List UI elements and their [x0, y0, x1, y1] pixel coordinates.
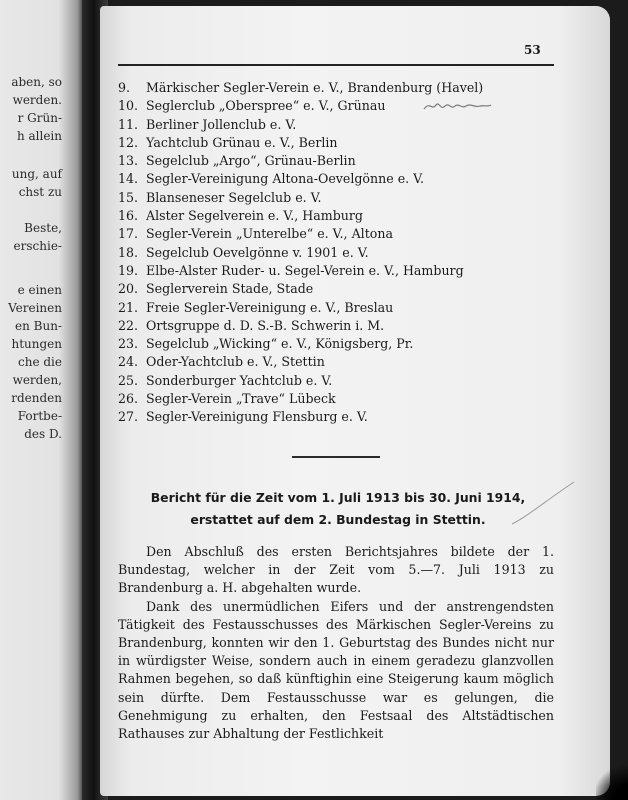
club-name: Segler-Verein „Trave“ Lübeck — [146, 391, 336, 407]
report-paragraph-2: Dank des unermüdlichen Eifers und der anstrengendsten Tätigkeit des Festausschusses des Märkischen Segler-Vereins zu Brandenburg, konnten wir den 1. Geburtstag des Bundes nicht nur in würdigster Weise, sondern auch in einem geradezu glanzvollen Rahmen begehen, so daß künftighin eine Steigerung kaum möglich sein dürfte. Dem Festausschusse war es gelungen, die Genehmigung zu erhalten, den Festsaal des Altstädtischen Rathauses zur Abhaltung der Festlichkeit — [118, 598, 554, 742]
club-number: 26. — [118, 391, 139, 407]
club-name: Segelclub „Wicking“ e. V., Königsberg, Pr. — [146, 336, 414, 352]
club-list-item — [118, 390, 558, 408]
club-name: Oder-Yachtclub e. V., Stettin — [146, 354, 325, 370]
club-list-item — [118, 152, 558, 170]
facing-page-text: htungen — [11, 337, 62, 351]
club-name: Alster Segelverein e. V., Hamburg — [146, 208, 363, 224]
club-list-item — [118, 299, 558, 317]
club-number: 11. — [118, 116, 139, 132]
club-number: 27. — [118, 409, 139, 425]
club-name: Freie Segler-Vereinigung e. V., Breslau — [146, 299, 394, 315]
club-name: Elbe-Alster Ruder- u. Segel-Verein e. V., Hamburg — [146, 262, 464, 278]
page-shadow — [596, 760, 628, 800]
club-list-item — [118, 372, 558, 390]
club-name: Yachtclub Grünau e. V., Berlin — [146, 134, 338, 150]
club-list-item — [118, 317, 558, 335]
pencil-mark — [508, 478, 578, 528]
facing-page-text: che die — [18, 355, 62, 369]
section-divider — [292, 456, 380, 458]
club-number: 21. — [118, 299, 139, 315]
facing-page-text: Fortbe- — [17, 409, 62, 423]
facing-page-text: en Bun- — [15, 319, 62, 333]
club-name: Blanseneser Segelclub e. V. — [146, 189, 322, 205]
club-list-item — [118, 280, 558, 298]
club-list-item — [118, 207, 558, 225]
club-list-item — [118, 97, 558, 115]
club-list-item — [118, 225, 558, 243]
club-list-item — [118, 262, 558, 280]
club-list-item — [118, 134, 558, 152]
club-list-item — [118, 335, 558, 353]
club-name: Märkischer Segler-Verein e. V., Brandenburg (Havel) — [146, 80, 484, 95]
club-number: 15. — [118, 189, 139, 205]
facing-page-text: chst zu — [18, 185, 62, 199]
club-number: 19. — [118, 262, 139, 278]
club-list-item — [118, 244, 558, 262]
club-number: 18. — [118, 244, 139, 260]
report-paragraph-1: Den Abschluß des ersten Berichtsjahres bildete der 1. Bundestag, welcher in der Zeit vom 5.—7. Juli 1913 zu Brandenburg a. H. abgehalten wurde. — [118, 544, 554, 596]
club-number: 22. — [118, 317, 139, 333]
club-list-item — [118, 79, 558, 97]
club-name: Berliner Jollenclub e. V. — [146, 116, 297, 132]
club-name: Sonderburger Yachtclub e. V. — [146, 372, 333, 388]
club-number: 10. — [118, 98, 139, 114]
handwritten-scribble — [422, 99, 492, 113]
club-number: 12. — [118, 134, 139, 150]
club-name: Segelclub „Argo“, Grünau-Berlin — [146, 153, 356, 169]
club-list-item — [118, 170, 558, 188]
page-number: 53 — [524, 43, 541, 57]
club-number: 17. — [118, 226, 139, 242]
club-list-item — [118, 353, 558, 371]
report-body — [118, 543, 554, 743]
club-name: Segler-Verein „Unterelbe“ e. V., Altona — [146, 226, 393, 242]
club-number: 9. — [118, 80, 131, 95]
facing-page-text: h allein — [16, 129, 62, 143]
club-number: 24. — [118, 354, 139, 370]
facing-page-text: rdenden — [11, 391, 62, 405]
club-number: 13. — [118, 153, 139, 169]
club-name: Segler-Vereinigung Flensburg e. V. — [146, 409, 368, 425]
club-number: 20. — [118, 281, 139, 297]
facing-page-text: r Grün- — [17, 111, 62, 125]
club-list — [118, 79, 558, 427]
facing-page-text: Vereinen — [8, 301, 62, 315]
facing-page-text: ung, auf — [11, 167, 62, 181]
report-heading-line1: Bericht für die Zeit vom 1. Juli 1913 bis 30. Juni 1914, — [150, 490, 526, 505]
facing-page-text: werden, — [12, 373, 62, 387]
club-number: 23. — [118, 336, 139, 352]
facing-page-text: erschie- — [13, 239, 62, 253]
club-number: 14. — [118, 171, 139, 187]
club-name: Ortsgruppe d. D. S.-B. Schwerin i. M. — [146, 317, 385, 333]
club-list-item — [118, 189, 558, 207]
report-heading-line2: erstattet auf dem 2. Bundestag in Stettin. — [190, 512, 486, 527]
facing-page-text: Beste, — [24, 221, 62, 235]
club-number: 25. — [118, 372, 139, 388]
club-list-item — [118, 116, 558, 134]
facing-page-text: e einen — [17, 283, 62, 297]
facing-page-text: aben, so — [11, 75, 62, 89]
club-name: Segler-Vereinigung Altona-Oevelgönne e. V. — [146, 171, 425, 187]
club-name: Seglerverein Stade, Stade — [146, 281, 314, 297]
header-rule — [118, 64, 554, 66]
facing-page — [0, 0, 84, 800]
club-name: Seglerclub „Oberspree“ e. V., Grünau — [146, 98, 386, 114]
club-number: 16. — [118, 208, 139, 224]
facing-page-text: des D. — [24, 427, 62, 441]
club-list-item — [118, 408, 558, 426]
facing-page-text: werden. — [12, 93, 62, 107]
club-name: Segelclub Oevelgönne v. 1901 e. V. — [146, 244, 369, 260]
